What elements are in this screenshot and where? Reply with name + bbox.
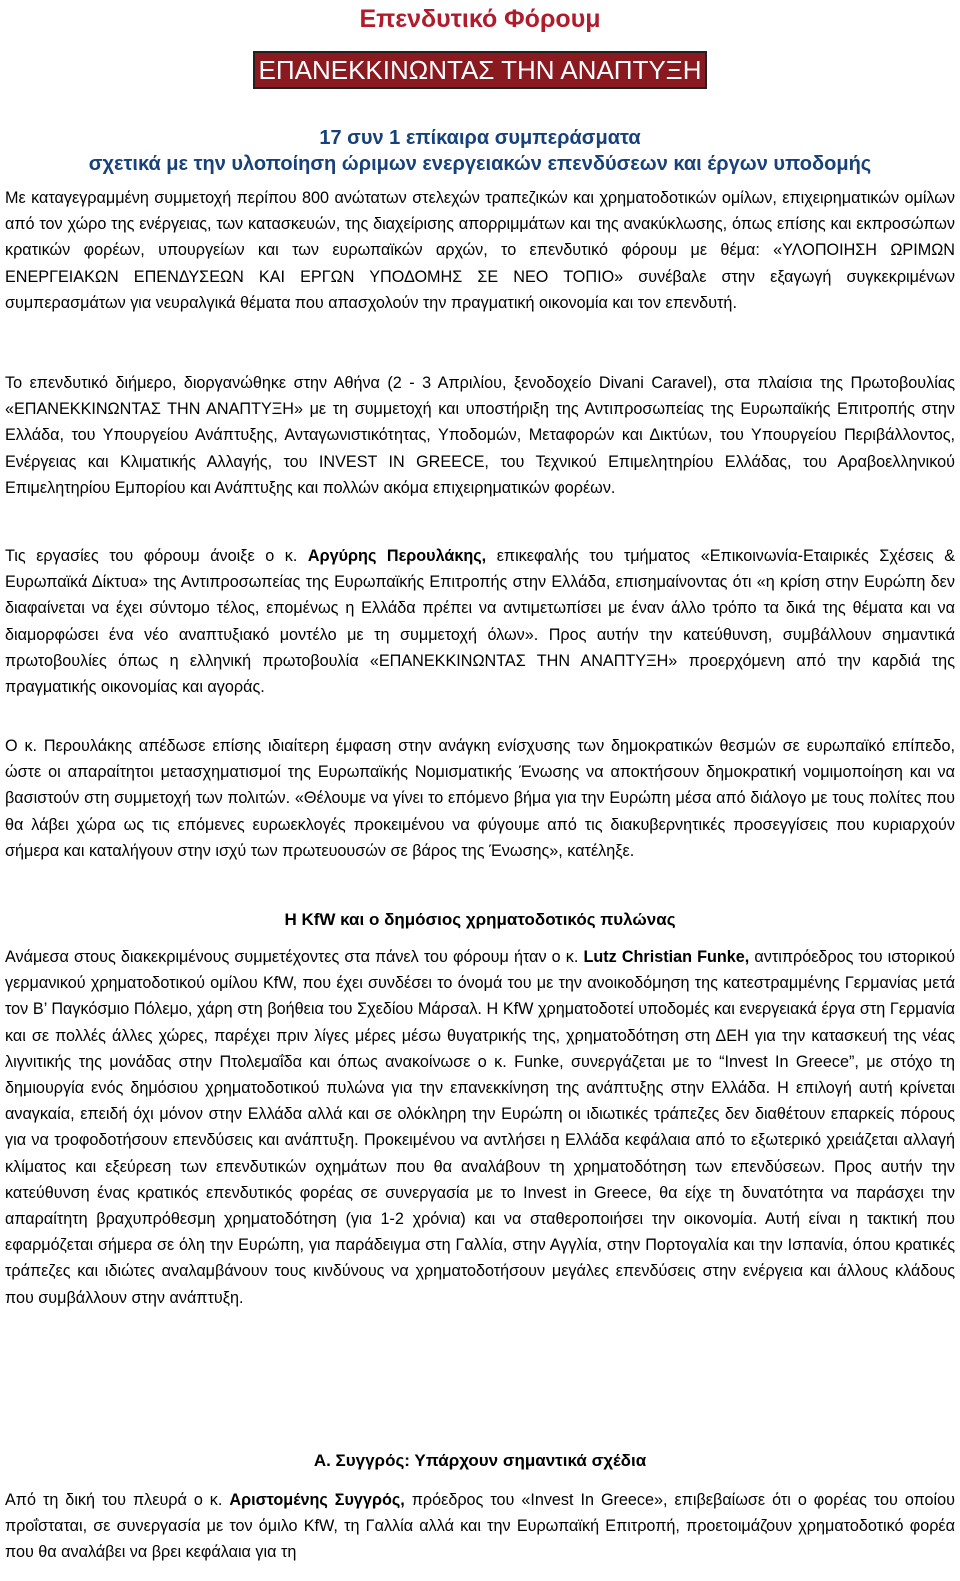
subtitle-line-1: 17 συν 1 επίκαιρα συμπεράσματα xyxy=(319,127,641,149)
speaker-name: Αριστομένης Συγγρός, xyxy=(229,1491,405,1509)
page-title: Επενδυτικό Φόρουμ xyxy=(359,5,601,33)
paragraph-opening xyxy=(5,543,955,700)
paragraph-emphasis: Ο κ. Περουλάκης απέδωσε επίσης ιδιαίτερη έμφαση στην ανάγκη ενίσχυσης των δημοκρατικών θεσμών σε ευρωπαϊκό επίπεδο, ώστε οι απαραίτητοι μετασχηματισμοί της Ευρωπαϊκής Νομισματικής Ένωσης να αποκτήσουν δημοκρατική νομιμοποίηση και να βασιστούν στη συμμετοχή των πολιτών. «Θέλουμε να γίνει το επόμενο βήμα για την Ευρώπη μέσα από διάλογο με τους πολίτες που θα λάβει χώρα ως τις επόμενες ευρωεκλογές προκειμένου να φύγουμε από τις διακυβερνητικές προσεγγίσεις που κυριαρχούν σήμερα και καταλήγουν στην ισχύ των πρωτευουσών σε βάρος της Ένωσης», κατέληξε. xyxy=(5,737,955,860)
initiative-banner: ΕΠΑΝΕΚΚΙΝΩΝΤΑΣ ΤΗΝ ΑΝΑΠΤΥΞΗ xyxy=(255,53,706,87)
paragraph-text: πρόεδρος του «Invest In Greece», επιβεβαίωσε ότι ο φορέας του οποίου προΐσταται, σε συνεργασία με τον όμιλο KfW, τη Γαλλία αλλά και την Ευρωπαϊκή Επιτροπή, προετοιμάζουν χρηματοδοτικό φορέα που θα αναλάβει να βρει κεφάλαια για τη xyxy=(5,1491,955,1562)
paragraph-syngros xyxy=(5,1487,955,1566)
paragraph-text: επικεφαλής του τμήματος «Επικοινωνία-Εταιρικές Σχέσεις & Ευρωπαϊκά Δίκτυα» της Αντιπροσωπείας της Ευρωπαϊκής Επιτροπής στην Ελλάδα, επισημαίνοντας ότι «η κρίση στην Ευρώπη δεν διαφαίνεται να έχει σύντομο τέλος, επομένως η Ελλάδα πρέπει να αντιμετωπίσει με έναν άλλο τρόπο τα δικά της θέματα και να διαμορφώσει ένα νέο αναπτυξιακό μοντέλο με τη συμμετοχή όλων». Προς αυτήν την κατεύθυνση, συμβάλλουν σημαντικά πρωτοβουλίες όπως η ελληνική πρωτοβουλία «ΕΠΑΝΕΚΚΙΝΩΝΤΑΣ ΤΗΝ ΑΝΑΠΤΥΞΗ» προερχόμενη από την καρδιά της πραγματικής οικονομίας και αγοράς. xyxy=(5,547,955,697)
paragraph-text: Ανάμεσα στους διακεκριμένους συμμετέχοντες στα πάνελ του φόρουμ ήταν ο κ. xyxy=(5,948,584,966)
subtitle-line-2: σχετικά με την υλοποίηση ώριμων ενεργειακών επενδύσεων και έργων υποδομής xyxy=(88,153,872,175)
paragraph-event: Το επενδυτικό διήμερο, διοργανώθηκε στην Αθήνα (2 - 3 Απριλίου, ξενοδοχείο Divani Caravel), στα πλαίσια της Πρωτοβουλίας «ΕΠΑΝΕΚΚΙΝΩΝΤΑΣ ΤΗΝ ΑΝΑΠΤΥΞΗ» με τη συμμετοχή και υποστήριξη της Αντιπροσωπείας της Ευρωπαϊκής Επιτροπής στην Ελλάδα, του Υπουργείου Ανάπτυξης, Ανταγωνιστικότητας, Υποδομών, Μεταφορών και Δικτύων, του Υπουργείου Περιβάλλοντος, Ενέργειας και Κλιματικής Αλλαγής, του INVEST IN GREECE, του Τεχνικού Επιμελητηρίου Ελλάδας, του Αραβοελληνικού Επιμελητηρίου Εμπορίου και Ανάπτυξης και πολλών ακόμα επιχειρηματικών φορέων. xyxy=(5,374,955,497)
paragraph-intro: Με καταγεγραμμένη συμμετοχή περίπου 800 ανώτατων στελεχών τραπεζικών και χρηματοδοτικών ομίλων, επιχειρηματικών ομίλων από τον χώρο της ενέργειας, των κατασκευών, της διαχείρισης απορριμμάτων και της ανακύκλωσης, όπως επίσης και εκπροσώπων κρατικών φορέων, υπουργείων και των ευρωπαϊκών αρχών, το επενδυτικό φόρουμ με θέμα: «ΥΛΟΠΟΙΗΣΗ ΩΡΙΜΩΝ ΕΝΕΡΓΕΙΑΚΩΝ ΕΠΕΝΔΥΣΕΩΝ ΚΑΙ ΕΡΓΩΝ ΥΠΟΔΟΜΗΣ ΣΕ ΝΕΟ ΤΟΠΙΟ» συνέβαλε στην εξαγωγή συγκεκριμένων συμπερασμάτων για νευραλγικά θέματα που απασχολούν την πραγματική οικονομία και τον επενδυτή. xyxy=(5,189,955,312)
paragraph-text: Τις εργασίες του φόρουμ άνοιξε ο κ. xyxy=(5,547,308,565)
paragraph-kfw xyxy=(5,944,955,1311)
speaker-name: Lutz Christian Funke, xyxy=(583,948,750,966)
paragraph-text: αντιπρόεδρος του ιστορικού γερμανικού χρηματοδοτικού ομίλου KfW, που έχει συνδέσει το όνομά του με την ανοικοδόμηση της κατεστραμμένης Γερμανίας μετά τον Β’ Παγκόσμιο Πόλεμο, χάρη στη βοήθεια του Σχεδίου Μάρσαλ. Η KfW χρηματοδοτεί υποδομές και ενεργειακά έργα στη Γερμανία και σε πολλές άλλες χώρες, παρέχει πριν λίγες μέρες μέσω θυγατρικής της, χρηματοδότηση στη ΔΕΗ για την κατασκευή της νέας λιγνιτικής της μονάδας στην Πτολεμαΐδα και όπως ανακοίνωσε ο κ. Funke, συνεργάζεται με το “Invest In Greece”, με στόχο τη δημιουργία ενός δημόσιου χρηματοδοτικού πυλώνα για την επανεκκίνηση της ανάπτυξης στην Ελλάδα. Η επιλογή αυτή κρίνεται αναγκαία, επειδή όχι μόνον στην Ελλάδα αλλά και σε ολόκληρη την Ευρώπη οι ιδιωτικές τράπεζες δεν διαθέτουν επαρκείς πόρους για να τροφοδοτήσουν επενδύσεις και ανάπτυξη. Προκειμένου να αντλήσει η Ελλάδα κεφάλαια από το εξωτερικό χρειάζεται αλλαγή κλίματος και εξεύρεση των επενδυτικών οχημάτων που θα αναλάβουν τη χρηματοδότηση των επενδύσεων. Προς αυτήν την κατεύθυνση ένας κρατικός επενδυτικός φορέας σε συνεργασία με το Invest in Greece, θα είχε τη δυνατότητα να παράσχει την απαραίτητη βραχυπρόθεσμη χρηματοδότηση (για 1-2 χρόνια) και να σταθεροποιήσει την οικονομία. Αυτή είναι η τακτική που εφαρμόζεται σήμερα σε όλη την Ευρώπη, για παράδειγμα στη Γαλλία, στην Αγγλία, στην Πορτογαλία και την Ισπανία, όπου κρατικές τράπεζες και ιδιώτες αναλαμβάνουν τους κινδύνους να χρηματοδοτήσουν μεγάλες επενδύσεις στην ενέργεια και άλλους κλάδους που συμβάλλουν στην ανάπτυξη. xyxy=(5,948,955,1307)
section-heading-syngros: Α. Συγγρός: Υπάρχουν σημαντικά σχέδια xyxy=(313,1451,647,1470)
banner-wrap xyxy=(5,53,955,87)
section-heading-kfw: Η KfW και ο δημόσιος χρηματοδοτικός πυλώνας xyxy=(284,910,676,929)
speaker-name: Αργύρης Περουλάκης, xyxy=(307,547,487,565)
paragraph-text: Από τη δική του πλευρά ο κ. xyxy=(5,1491,230,1509)
